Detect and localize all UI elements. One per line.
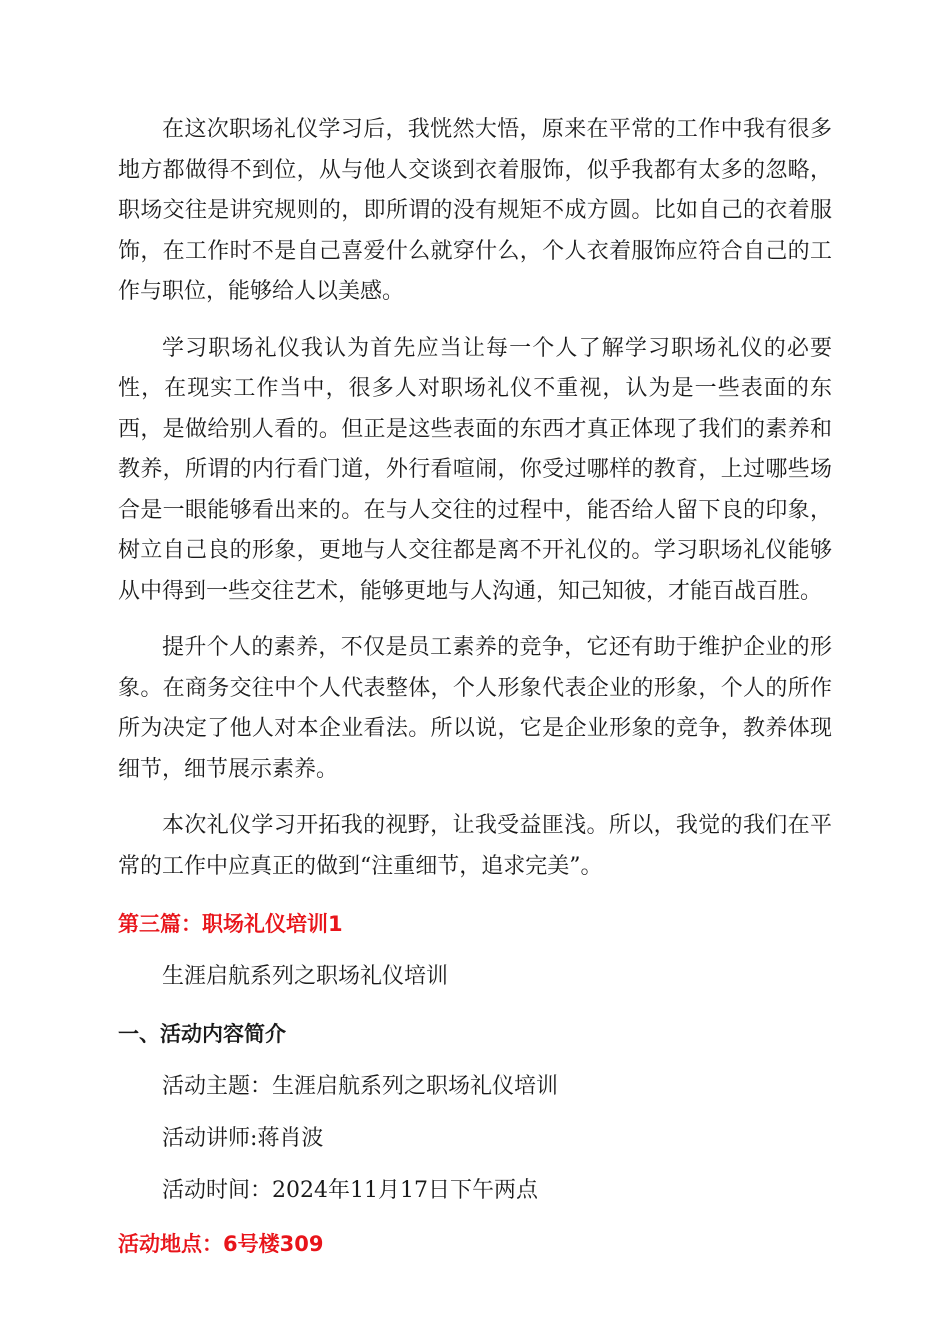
- activity-location: 活动地点：6号楼309: [118, 1232, 324, 1256]
- body-paragraph-1: 在这次职场礼仪学习后，我恍然大悟，原来在平常的工作中我有很多地方都做得不到位，从与他人交谈到衣着服饰，似乎我都有太多的忽略，职场交往是讲究规则的，即所谓的没有规矩不成方圆。比如自己的衣着服饰，在工作时不是自己喜爱什么就穿什么，个人衣着服饰应符合自己的工作与职位，能够给人以美感。: [118, 117, 832, 304]
- section-subtitle: 生涯启航系列之职场礼仪培训: [162, 964, 449, 989]
- body-paragraph-4: 本次礼仪学习开拓我的视野，让我受益匪浅。所以，我觉的我们在平常的工作中应真正的做到“注重细节，追求完美”。: [118, 813, 832, 879]
- section-heading-part-three: 第三篇：职场礼仪培训1: [118, 912, 343, 936]
- activity-lecturer: 活动讲师:蒋肖波: [162, 1126, 324, 1151]
- body-paragraph-2: 学习职场礼仪我认为首先应当让每一个人了解学习职场礼仪的必要性，在现实工作当中，很多人对职场礼仪不重视，认为是一些表面的东西，是做给别人看的。但正是这些表面的东西才真正体现了我们的素养和教养，所谓的内行看门道，外行看喧闹，你受过哪样的教育，上过哪些场合是一眼能够看出来的。在与人交往的过程中，能否给人留下良的印象，树立自己良的形象，更地与人交往都是离不开礼仪的。学习职场礼仪能够从中得到一些交往艺术，能够更地与人沟通，知己知彼，才能百战百胜。: [118, 335, 832, 604]
- activity-time: 活动时间：2024年11月17日下午两点: [162, 1178, 538, 1203]
- activity-intro-heading: 一、活动内容简介: [118, 1022, 286, 1046]
- activity-theme: 活动主题：生涯启航系列之职场礼仪培训: [162, 1074, 559, 1099]
- body-paragraph-3: 提升个人的素养，不仅是员工素养的竞争，它还有助于维护企业的形象。在商务交往中个人代表整体，个人形象代表企业的形象，个人的所作所为决定了他人对本企业看法。所以说，它是企业形象的竞争，教养体现细节，细节展示素养。: [118, 635, 832, 782]
